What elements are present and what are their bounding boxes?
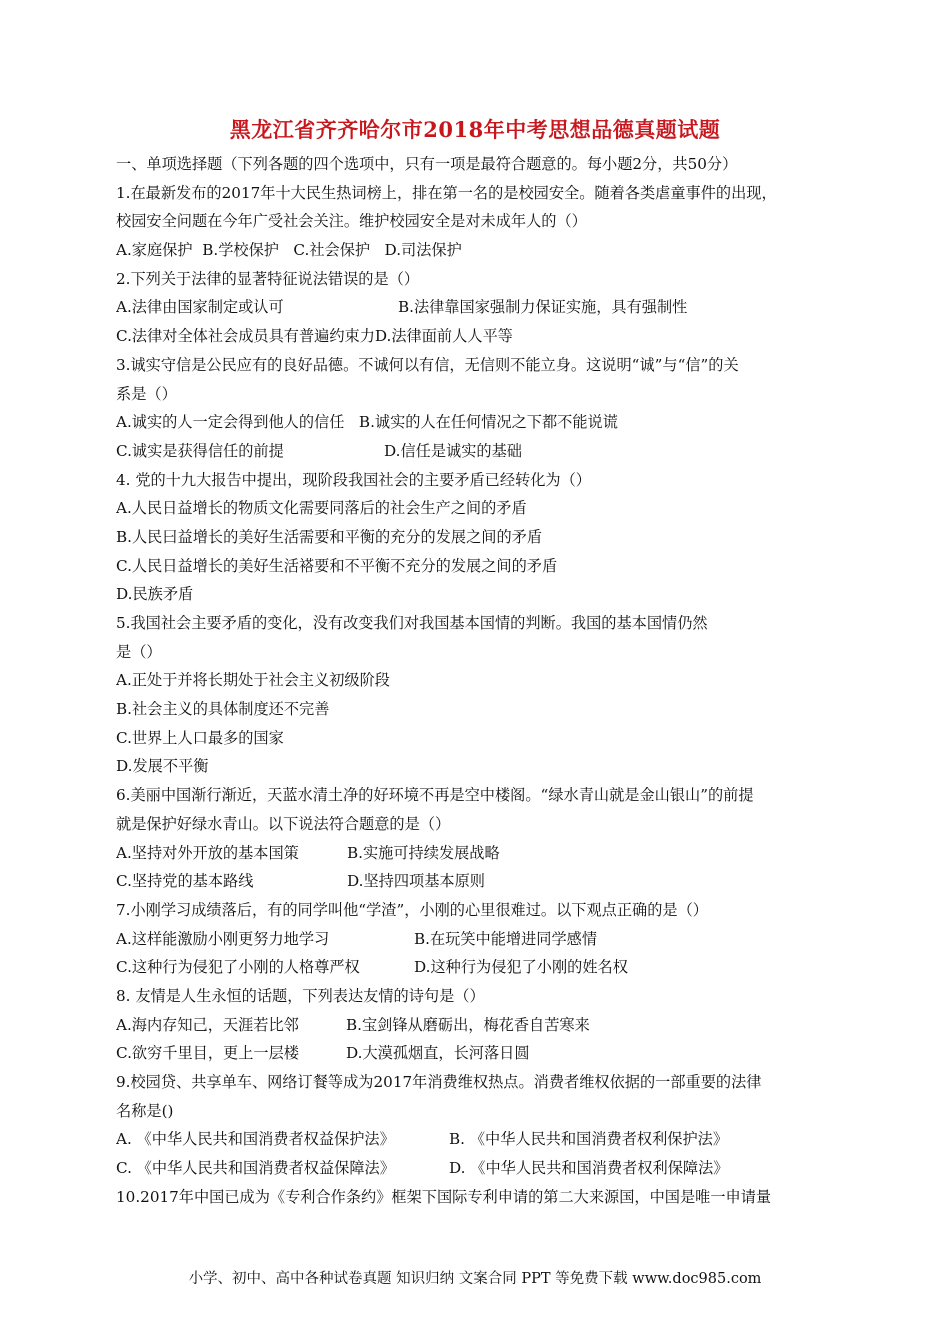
question-3-options-cd	[116, 437, 840, 466]
question-4-option-b: B.人民曰益增长的美好生活需要和平衡的充分的发展之间的矛盾	[116, 527, 543, 546]
question-6-options-cd	[116, 867, 840, 896]
question-5-option-b: B.社会主义的具体制度还不完善	[116, 700, 330, 719]
question-9-stem-line-2: 名称是()	[116, 1101, 174, 1120]
question-2-options-cd: C.法律对全体社会成员具有普遍约束力D.法律面前人人平等	[116, 327, 513, 346]
question-4-stem: 4. 党的十九大报告中提出，现阶段我国社会的主要矛盾已经转化为（）	[116, 470, 591, 489]
question-6-option-a: A.坚持对外开放的基本国策	[116, 843, 299, 862]
question-3-option-c: C.诚实是获得信任的前提	[116, 441, 284, 460]
question-4-option-c: C.人民日益增长的美好生活褡要和不平衡不充分的发展之间的矛盾	[116, 556, 558, 575]
question-1-stem-line-1: 1.在最新发布的2017年十大民生热词榜上，排在第一名的是校园安全。随着各类虐童事件的出现，	[116, 183, 777, 202]
question-7-stem: 7.小刚学习成绩落后，有的同学叫他“学渣”，小刚的心里很难过。以下观点正确的是（）	[116, 900, 708, 919]
question-5-stem-line-1: 5.我国社会主要矛盾的变化，没有改变我们对我国基本国情的判断。我国的基本国情仍然	[116, 614, 708, 632]
question-10-stem-line-1: 10.2017年中国已成为《专利合作条约》框架下国际专利申请的第二大来源国，中国是唯一申请量	[116, 1187, 772, 1206]
question-8-option-a: A.海内存知己，天涯若比邻	[116, 1015, 299, 1034]
question-5-option-c: C.世界上人口最多的国家	[116, 728, 284, 747]
question-3-stem-line-2: 系是（）	[116, 384, 177, 403]
question-2-options-ab	[116, 293, 840, 322]
question-7-option-c: C.这种行为侵犯了小刚的人格尊严权	[116, 958, 360, 977]
question-7-options-ab	[116, 925, 840, 954]
question-7-option-b: B.在玩笑中能增进同学感情	[414, 929, 598, 948]
footer-ad: 小学、初中、高中各种试卷真题 知识归纳 文案合同 PPT 等免费下载 www.doc985.com	[188, 1271, 762, 1287]
section-heading: 一、单项选择题（下列各题的四个选项中，只有一项是最符合题意的。每小题2分，共50分）	[116, 155, 738, 173]
question-7-option-d: D.这种行为侵犯了小刚的姓名权	[414, 958, 628, 977]
exam-content	[116, 150, 840, 1211]
question-9-option-a: A. 《中华人民共和国消费者权益保护法》	[116, 1130, 395, 1149]
question-5-stem-line-2: 是（）	[116, 642, 162, 661]
question-8-options-cd	[116, 1039, 840, 1068]
question-9-options-cd	[116, 1154, 840, 1183]
question-7-options-cd	[116, 953, 840, 982]
question-4-option-d: D.民族矛盾	[116, 585, 194, 604]
question-2-option-a: A.法律由国家制定或认可	[116, 298, 284, 317]
question-6-option-c: C.坚持党的基本路线	[116, 872, 254, 891]
question-9-option-b: B. 《中华人民共和国消费者权利保护法》	[449, 1130, 729, 1149]
question-6-options-ab	[116, 839, 840, 868]
question-9-option-c: C. 《中华人民共和国消费者权益保障法》	[116, 1159, 395, 1178]
question-8-option-c: C.欲穷千里目，更上一层楼	[116, 1044, 299, 1063]
question-5-option-a: A.正处于并将长期处于社会主义初级阶段	[116, 671, 390, 690]
question-6-option-b: B.实施可持续发展战略	[347, 843, 500, 862]
question-6-stem-line-1: 6.美丽中国渐行渐近，天蓝水清土净的好环境不再是空中楼阁。“绿水青山就是金山银山”的前提	[116, 786, 754, 805]
question-9-options-ab	[116, 1125, 840, 1154]
question-7-option-a: A.这样能激励小刚更努力地学习	[116, 929, 330, 948]
question-2-stem: 2.下列关于法律的显著特征说法错误的是（）	[116, 269, 420, 288]
question-3-option-d: D.信任是诚实的基础	[384, 441, 522, 460]
question-8-stem: 8. 友情是人生永恒的话题，下列表达友情的诗句是（）	[116, 986, 485, 1005]
question-3-stem-line-1: 3.诚实守信是公民应有的良好品德。不诚何以有信，无信则不能立身。这说明“诚”与“信”的关	[116, 355, 739, 374]
question-9-stem-line-1: 9.校园贷、共享单车、网络订餐等成为2017年消费维权热点。消费者维权依据的一部重要的法律	[116, 1073, 762, 1091]
question-8-option-b: B.宝剑锋从磨砺出，梅花香自苦寒来	[346, 1015, 590, 1034]
question-6-option-d: D.坚持四项基本原则	[347, 872, 485, 891]
question-8-options-ab	[116, 1011, 840, 1040]
question-4-option-a: A.人民日益增长的物质文化需要同落后的社会生产之间的矛盾	[116, 499, 527, 518]
question-1-stem-line-2: 校园安全问题在今年广受社会关注。维护校园安全是对未成年人的（）	[116, 212, 587, 231]
question-8-option-d: D.大漠孤烟直，长河落日圆	[346, 1044, 530, 1063]
question-2-option-b: B.法律靠国家强制力保证实施，具有强制性	[398, 298, 688, 317]
question-6-stem-line-2: 就是保护好绿水青山。以下说法符合题意的是（）	[116, 814, 451, 833]
document-title: 黑龙江省齐齐哈尔市2018年中考思想品德真题试题	[229, 117, 721, 142]
question-1-options: A.家庭保护 B.学校保护 C.社会保护 D.司法保护	[116, 241, 462, 260]
question-3-options-ab: A.诚实的人一定会得到他人的信任 B.诚实的人在任何情况之下都不能说谎	[116, 413, 618, 432]
question-5-option-d: D.发展不平衡	[116, 757, 209, 776]
question-9-option-d: D. 《中华人民共和国消费者权利保障法》	[449, 1159, 729, 1178]
